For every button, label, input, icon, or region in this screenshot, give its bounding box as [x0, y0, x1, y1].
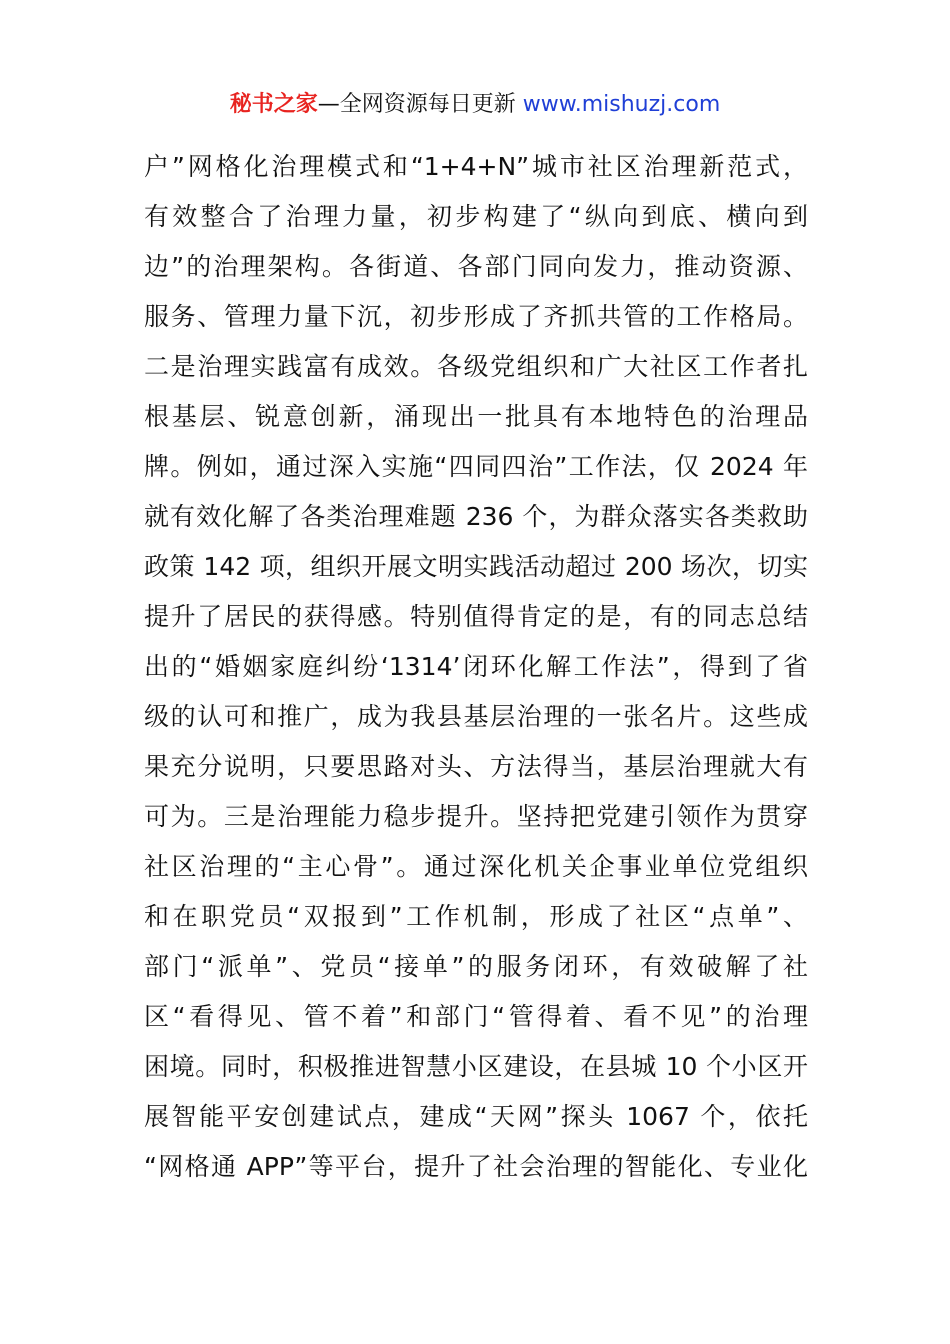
site-header: [0, 88, 950, 122]
site-url-link[interactable]: www.mishuzj.com: [522, 92, 721, 117]
text-line: 有效整合了治理力量，初步构建了“纵向到底、横向到: [144, 202, 808, 231]
document-body: [144, 142, 808, 1192]
text-line: 和在职党员“双报到”工作机制，形成了社区“点单”、: [144, 902, 808, 931]
text-line: 二是治理实践富有成效。各级党组织和广大社区工作者扎: [144, 352, 808, 381]
text-line: 展智能平安创建试点，建成“天网”探头 1067 个，依托: [144, 1102, 808, 1131]
text-line: 可为。三是治理能力稳步提升。坚持把党建引领作为贯穿: [144, 802, 808, 831]
text-line: 社区治理的“主心骨”。通过深化机关企事业单位党组织: [144, 852, 808, 881]
text-line: 提升了居民的获得感。特别值得肯定的是，有的同志总结: [144, 602, 808, 631]
text-line: 服务、管理力量下沉，初步形成了齐抓共管的工作格局。: [144, 302, 808, 331]
text-line: 区“看得见、管不着”和部门“管得着、看不见”的治理: [144, 1002, 808, 1031]
header-tagline: —全网资源每日更新: [317, 92, 523, 117]
text-line: 政策 142 项，组织开展文明实践活动超过 200 场次，切实: [144, 552, 808, 581]
text-line: “网格通 APP”等平台，提升了社会治理的智能化、专业化: [144, 1152, 808, 1181]
text-line: 就有效化解了各类治理难题 236 个，为群众落实各类救助: [144, 502, 808, 531]
text-line: 级的认可和推广，成为我县基层治理的一张名片。这些成: [144, 702, 808, 731]
text-line: 边”的治理架构。各街道、各部门同向发力，推动资源、: [144, 252, 808, 281]
text-line: 困境。同时，积极推进智慧小区建设，在县城 10 个小区开: [144, 1052, 808, 1081]
text-line: 出的“婚姻家庭纠纷‘1314’闭环化解工作法”，得到了省: [144, 652, 808, 681]
text-line: 根基层、锐意创新，涌现出一批具有本地特色的治理品: [144, 402, 808, 431]
text-line: 牌。例如，通过深入实施“四同四治”工作法，仅 2024 年: [144, 452, 808, 481]
text-line: 果充分说明，只要思路对头、方法得当，基层治理就大有: [144, 752, 808, 781]
brand-name: 秘书之家: [229, 92, 318, 117]
text-line: 户”网格化治理模式和“1+4+N”城市社区治理新范式，: [144, 152, 808, 181]
text-line: 部门“派单”、党员“接单”的服务闭环，有效破解了社: [144, 952, 808, 981]
